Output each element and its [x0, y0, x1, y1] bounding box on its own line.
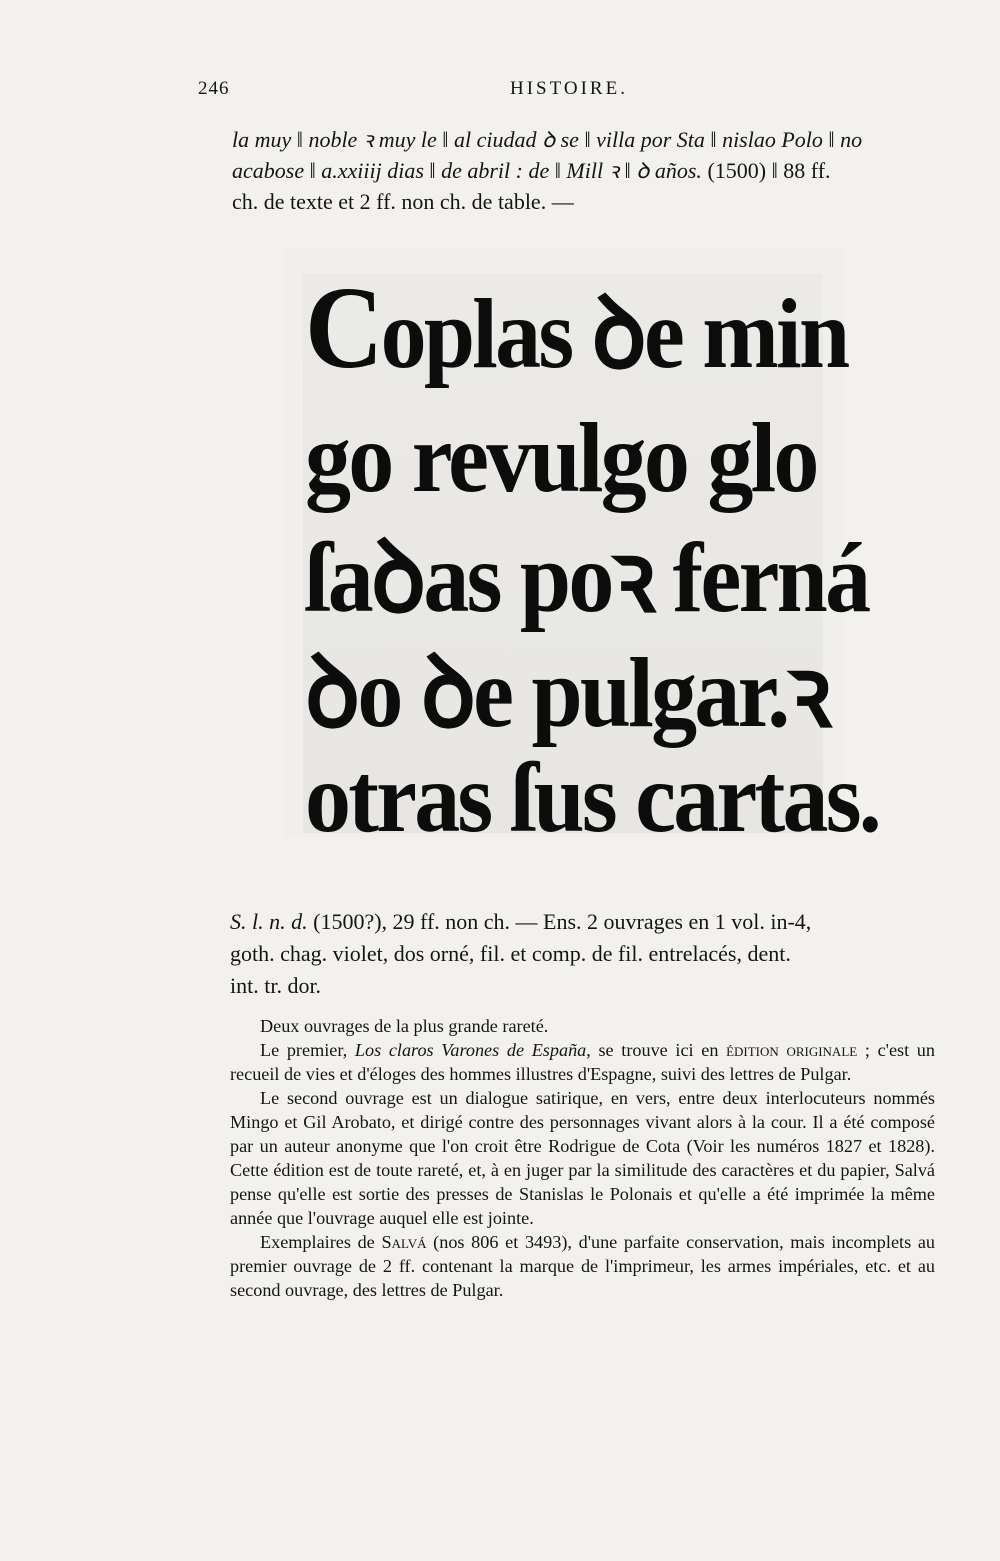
note-2-title: Los claros Varones de España	[354, 1040, 587, 1060]
bibliographic-description	[230, 906, 940, 1002]
description-line-1	[230, 906, 940, 938]
facsimile-line-4: ꝺo ꝺe pulgar.ꝛ	[305, 637, 829, 748]
facsimile-line-1	[305, 262, 848, 393]
facsimile-line-2: go revulgo glo	[305, 402, 817, 513]
colophon-line-1: la muy ‖ noble ꝛ muy le ‖ al ciudad ꝺ se ‖ villa por Sta ‖ nislao Polo ‖ no	[232, 127, 863, 152]
note-paragraph-1: Deux ouvrages de la plus grande rareté.	[260, 1016, 549, 1036]
note-2-small-caps: édition originale	[726, 1040, 858, 1060]
notes-section	[230, 1014, 935, 1302]
running-title: HISTOIRE.	[510, 78, 628, 99]
description-line-1-rest: (1500?), 29 ff. non ch. — Ens. 2 ouvrages en 1 vol. in-4,	[307, 909, 812, 934]
description-line-3: int. tr. dor.	[230, 973, 322, 998]
note-paragraph-4	[230, 1230, 935, 1302]
description-line-2: goth. chag. violet, dos orné, fil. et comp. de fil. entrelacés, dent.	[230, 941, 791, 966]
note-4-part-a: Exemplaires de	[260, 1232, 382, 1252]
gothic-title-facsimile	[285, 248, 879, 853]
facsimile-line-5: otras ſus cartas.	[305, 742, 879, 853]
colophon-line-3: ch. de texte et 2 ff. non ch. de table. —	[232, 189, 574, 214]
note-2-part-c: ; c'est un recueil de vies et d'éloges des hommes illustres d'Espagne, suivi des lettres de Pulgar.	[230, 1040, 935, 1084]
note-4-small-caps: Salvá	[381, 1232, 427, 1252]
note-2-part-a: Le premier,	[260, 1040, 355, 1060]
facsimile-line-3: ſaꝺas poꝛ ferná	[305, 522, 869, 633]
page-header	[198, 78, 938, 106]
colophon-line-2-rest: (1500) ‖ 88 ff.	[701, 158, 831, 183]
note-paragraph-3: Le second ouvrage est un dialogue satirique, en vers, entre deux interlocuteurs nommés Mingo et Gil Arobato, et dirigé contre des personnages vivant alors à la cour. Il a été composé par un auteur anonyme que l'on croit être Rodrigue de Cota (Voir les numéros 1827 et 1828). Cette édition est de toute rareté, et, à en juger par la similitude des caractères et du papier, Salvá pense qu'elle est sortie des presses de Stanislas le Polonais et qu'elle a été imprimée la même année que l'ouvrage auquel elle est jointe.	[230, 1088, 935, 1228]
description-prefix: S. l. n. d.	[230, 909, 308, 934]
colophon-line-2	[232, 155, 937, 186]
note-4-part-b: (nos 806 et 3493), d'une parfaite conservation, mais incomplets au premier ouvrage de 2 ff. contenant la marque de l'imprimeur, les armes impériales, etc. et au second ouvrage, des lettres de Pulgar.	[230, 1232, 936, 1300]
colophon-line-2-italic: acabose ‖ a.xxiiij dias ‖ de abril : de ‖ Mill ꝛ ‖ ꝺ años.	[232, 158, 702, 183]
note-paragraph-2	[230, 1038, 935, 1086]
page-number: 246	[198, 78, 230, 99]
facsimile-line-1-rest: oplas ꝺe min	[380, 278, 848, 389]
decorated-initial: C	[305, 262, 381, 393]
colophon-transcription	[232, 124, 937, 217]
note-2-part-b: , se trouve ici en	[586, 1040, 727, 1060]
